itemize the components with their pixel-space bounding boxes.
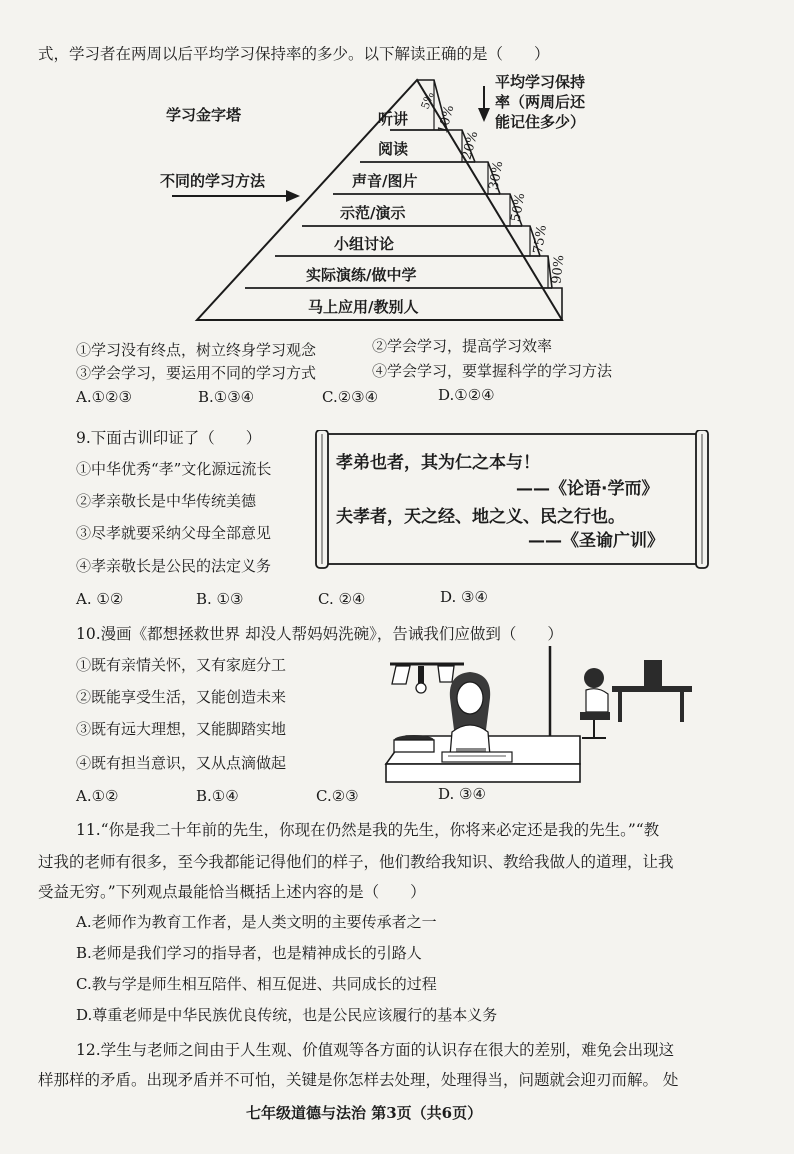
q10-choice-a: A.①②: [76, 787, 119, 805]
scroll-source-1: ——《论语·学而》: [516, 479, 659, 499]
right-label-line-1: 平均学习保持: [495, 73, 586, 91]
q10-statement-3: ③既有远大理想，又能脚踏实地: [76, 720, 287, 738]
q11-choice-a: A.老师作为教育工作者，是人类文明的主要传承者之一: [76, 913, 437, 931]
q9-statement-2: ②孝亲敬长是中华传统美德: [76, 492, 257, 510]
percent-label-2: 10%: [435, 103, 458, 136]
q9-statement-4: ④孝亲敬长是公民的法定义务: [76, 557, 272, 575]
q8-statement-4: ④学会学习，要掌握科学的学习方法: [372, 362, 613, 380]
scroll-line-2: 夫孝者，天之经、地之义、民之行也。: [336, 507, 625, 527]
page-footer: 七年级道德与法治 第3页（共6页）: [246, 1104, 483, 1122]
level-label-5: 小组讨论: [334, 235, 395, 253]
q8-choice-a: A.①②③: [76, 388, 132, 406]
cartoon-illustration: [382, 640, 702, 790]
level-label-4: 示范/演示: [340, 204, 406, 222]
q9-statement-3: ③尽孝就要采纳父母全部意见: [76, 524, 272, 542]
percent-label-5: 50%: [508, 191, 529, 224]
q12-line-2: 样那样的矛盾。出现矛盾并不可怕，关键是你怎样去处理，处理得当，问题就会迎刃而解。 处: [38, 1071, 679, 1089]
q11-choice-d: D.尊重老师是中华民族优良传统，也是公民应该履行的基本义务: [76, 1006, 498, 1024]
level-label-1: 听讲: [378, 110, 409, 128]
q10-choice-d: D. ③④: [438, 785, 486, 803]
pyramid-left-label: 不同的学习方法: [160, 172, 266, 190]
q9-choice-a: A. ①②: [76, 590, 124, 608]
q9-choice-c: C. ②④: [318, 590, 366, 608]
q11-choice-c: C.教与学是师生相互陪伴、相互促进、共同成长的过程: [76, 975, 437, 993]
q9-choice-d: D. ③④: [440, 588, 488, 606]
q10-statement-2: ②既能享受生活，又能创造未来: [76, 688, 287, 706]
scroll-line-1: 孝弟也者，其为仁之本与！: [336, 453, 540, 473]
q8-stem-end: 式，学习者在两周以后平均学习保持率的多少。以下解读正确的是（ ）: [38, 45, 550, 63]
pyramid-right-label: [495, 72, 585, 132]
q10-choice-c: C.②③: [316, 787, 359, 805]
q10-choice-b: B.①④: [196, 787, 239, 805]
right-label-line-2: 率（两周后还: [495, 93, 586, 111]
q9-stem: 9.下面古训印证了（ ）: [76, 429, 262, 447]
percent-label-6: 75%: [531, 224, 550, 255]
q11-line-3: 受益无穷。”下列观点最能恰当概括上述内容的是（ ）: [38, 883, 426, 901]
q11-line-1: 11.“你是我二十年前的先生，你现在仍然是我的先生，你将来必定还是我的先生。”“教: [76, 821, 660, 839]
percent-label-1: 5%: [418, 90, 437, 111]
pyramid-title: 学习金字塔: [166, 106, 242, 124]
level-label-7: 马上应用/教别人: [308, 298, 419, 316]
q11-choice-b: B.老师是我们学习的指导者，也是精神成长的引路人: [76, 944, 422, 962]
level-label-3: 声音/图片: [352, 172, 418, 190]
q10-statement-1: ①既有亲情关怀，又有家庭分工: [76, 656, 287, 674]
q8-choice-d: D.①②④: [438, 386, 495, 404]
q8-choice-b: B.①③④: [198, 388, 255, 406]
q8-choice-c: C.②③④: [322, 388, 379, 406]
q8-statement-1: ①学习没有终点，树立终身学习观念: [76, 341, 317, 359]
q10-stem: 10.漫画《都想拯救世界 却没人帮妈妈洗碗》，告诫我们应做到（ ）: [76, 625, 563, 643]
scroll-source-2: ——《圣谕广训》: [528, 531, 664, 551]
q10-statement-4: ④既有担当意识，又从点滴做起: [76, 754, 287, 772]
q8-statement-2: ②学会学习，提高学习效率: [372, 337, 553, 355]
percent-label-3: 20%: [459, 129, 482, 162]
percent-label-7: 90%: [549, 254, 568, 285]
right-label-line-3: 能记住多少）: [495, 113, 586, 131]
level-label-2: 阅读: [378, 140, 409, 158]
q9-statement-1: ①中华优秀“孝”文化源远流长: [76, 460, 272, 478]
q11-line-2: 过我的老师有很多，至今我都能记得他们的样子，他们教给我知识、教给我做人的道理，让我: [38, 853, 674, 871]
level-label-6: 实际演练/做中学: [306, 266, 417, 284]
q9-choice-b: B. ①③: [196, 590, 244, 608]
q12-line-1: 12.学生与老师之间由于人生观、价值观等各方面的认识存在很大的差别，难免会出现这: [76, 1041, 675, 1059]
percent-label-4: 30%: [486, 159, 507, 192]
q8-statement-3: ③学会学习，要运用不同的学习方式: [76, 364, 317, 382]
